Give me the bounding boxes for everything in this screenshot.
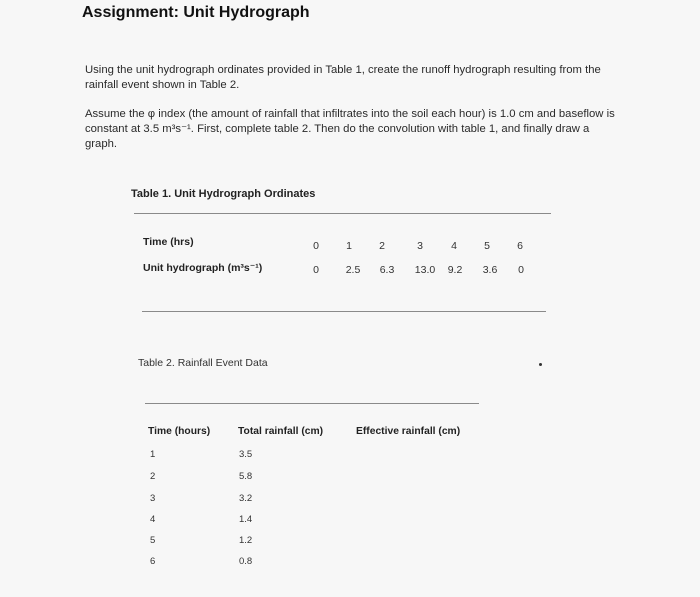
table1-time-cell: 6: [517, 240, 523, 252]
table1-bottom-rule: [142, 311, 546, 312]
table1-time-cell: 2: [379, 240, 385, 252]
table1-top-rule: [134, 213, 551, 214]
table2-header-effective: Effective rainfall (cm): [356, 426, 461, 437]
table2-time-cell: 3: [150, 493, 156, 504]
table2-total-cell: 3.5: [239, 449, 253, 460]
table2-total-cell: 3.2: [239, 493, 253, 504]
table1-ordinate-cell: 2.5: [345, 264, 361, 276]
table1-ordinate-cell: 6.3: [379, 264, 395, 276]
table2-total-cell: 0.8: [239, 556, 253, 567]
table1-ordinate-cell: 0: [518, 264, 524, 276]
table2-total-cell: 1.4: [239, 514, 253, 525]
stray-mark: [539, 363, 542, 366]
table2-time-cell: 5: [150, 535, 156, 546]
assumptions-paragraph: Assume the φ index (the amount of rainfall that infiltrates into the soil each hour) is 1.0 cm and baseflow is constant at 3.5 m³s⁻¹. First, complete table 2. Then do the convolution with table 1, and finally draw a graph.: [85, 108, 615, 150]
table1-ordinate-cell: 0: [313, 264, 319, 276]
table2-total-cell: 1.2: [239, 535, 253, 546]
table2-top-rule: [145, 403, 479, 404]
page-title: Assignment: Unit Hydrograph: [82, 4, 310, 21]
table2-header-total: Total rainfall (cm): [238, 426, 324, 437]
table2-time-cell: 6: [150, 556, 156, 567]
table1-time-cell: 5: [484, 240, 490, 252]
table1-time-cell: 4: [451, 240, 457, 252]
table2-time-cell: 4: [150, 514, 156, 525]
table2-total-cell: 5.8: [239, 471, 253, 482]
instructions-paragraph: Using the unit hydrograph ordinates provided in Table 1, create the runoff hydrograph resulting from the rainfall event shown in Table 2.: [85, 64, 601, 91]
table2-title: Table 2. Rainfall Event Data: [138, 357, 268, 369]
table1-ordinate-cell: 3.6: [482, 264, 498, 276]
table1-ordinate-cell: 13.0: [414, 264, 436, 276]
table2-time-cell: 1: [150, 449, 156, 460]
table1-time-label: Time (hrs): [143, 236, 194, 248]
table1-title: Table 1. Unit Hydrograph Ordinates: [131, 188, 316, 200]
table1-ordinate-cell: 9.2: [447, 264, 463, 276]
table1-time-cell: 0: [313, 240, 319, 252]
table2-time-cell: 2: [150, 471, 156, 482]
table1-uh-label: Unit hydrograph (m³s⁻¹): [143, 262, 263, 274]
table1-time-cell: 3: [417, 240, 423, 252]
table1-time-cell: 1: [346, 240, 352, 252]
table2-header-time: Time (hours): [148, 426, 211, 437]
